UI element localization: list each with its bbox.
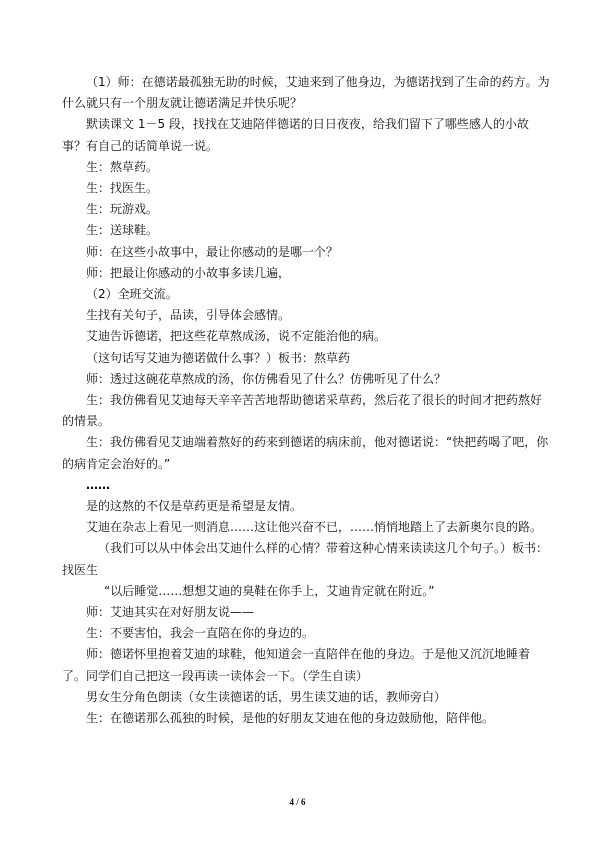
paragraph-text-quote: “以后睡觉……想想艾迪的臭鞋在你手上，艾迪肯定就在附近。” [104,583,435,598]
paragraph-student-answer: 生：在德诺那么孤独的时候，是他的好朋友艾迪在他的身边鼓励他，陪伴他。 [86,711,495,726]
paragraph-student-answer: 生：找医生。 [86,181,159,196]
paragraph-student-answer: 生：玩游戏。 [86,202,159,217]
paragraph-student-answer: 生：熬草药。 [86,159,159,174]
paragraph-teacher-line: 师：把最让你感动的小故事多读几遍， [86,265,291,280]
paragraph-teacher-line: 师：德诺怀里抱着艾迪的球鞋，他知道会一直陪伴在他的身边。于是他又沉沉地睡着了。同学们自己把这一段再读一读体会一下。（学生自读） [62,647,531,683]
paragraph-summary: 是的这熬的不仅是草药更是希望是友情。 [86,499,303,514]
page-number: 4 / 6 [289,797,306,807]
paragraph-blackboard-note: （这句话写艾迪为德诺做什么事？）板书：熬草药 [86,350,351,365]
paragraph-teacher-line: 师：透过这碗花草熬成的汤，你仿佛看见了什么？仿佛听见了什么？ [86,371,447,386]
paragraph-class-discussion: （2）全班交流。 [86,287,178,302]
paragraph-text-quote: 艾迪在杂志上看见一则消息……这让他兴奋不已，……悄悄地踏上了去新奥尔良的路。 [86,520,543,535]
paragraph-blackboard-note: （我们可以从中体会出艾迪什么样的心情？带着这种心情来读读这几个句子。）板书：找医生 [62,541,549,577]
paragraph-student-answer: 生：送球鞋。 [86,223,159,238]
paragraph-student-answer: 生：我仿佛看见艾迪端着熬好的药来到德诺的病床前，他对德诺说：“快把药喝了吧，你的病肯定会治好的。” [62,435,549,471]
paragraph-silent-reading-task: 默读课文 1－5 段，找找在艾迪陪伴德诺的日日夜夜，给我们留下了哪些感人的小故事？有自己的话简单说一说。 [62,117,529,153]
paragraph-role-reading: 男女生分角色朗读（女生读德诺的话，男生读艾迪的话，教师旁白） [86,689,447,704]
paragraph-student-answer: 生：我仿佛看见艾迪每天辛辛苦苦地帮助德诺采草药，然后花了很长的时间才把药熬好的情景。 [62,393,543,429]
paragraph-teacher-line: 师：艾迪其实在对好朋友说—— [86,605,255,620]
paragraph-student-answer: 生：不要害怕，我会一直陪在你的身边的。 [86,626,315,641]
ellipsis-line: …… [86,477,110,492]
paragraph-guidance: 生找有关句子，品读，引导体会感情。 [86,308,291,323]
document-body [62,72,552,729]
paragraph-text-quote: 艾迪告诉德诺，把这些花草熬成汤，说不定能治他的病。 [86,329,387,344]
paragraph-teacher-line: 师：在这些小故事中，最让你感动的是哪一个？ [86,244,339,259]
paragraph-teacher-question: （1）师：在德诺最孤独无助的时候，艾迪来到了他身边，为德诺找到了生命的药方。为什么就只有一个朋友就让德诺满足并快乐呢？ [62,75,550,111]
